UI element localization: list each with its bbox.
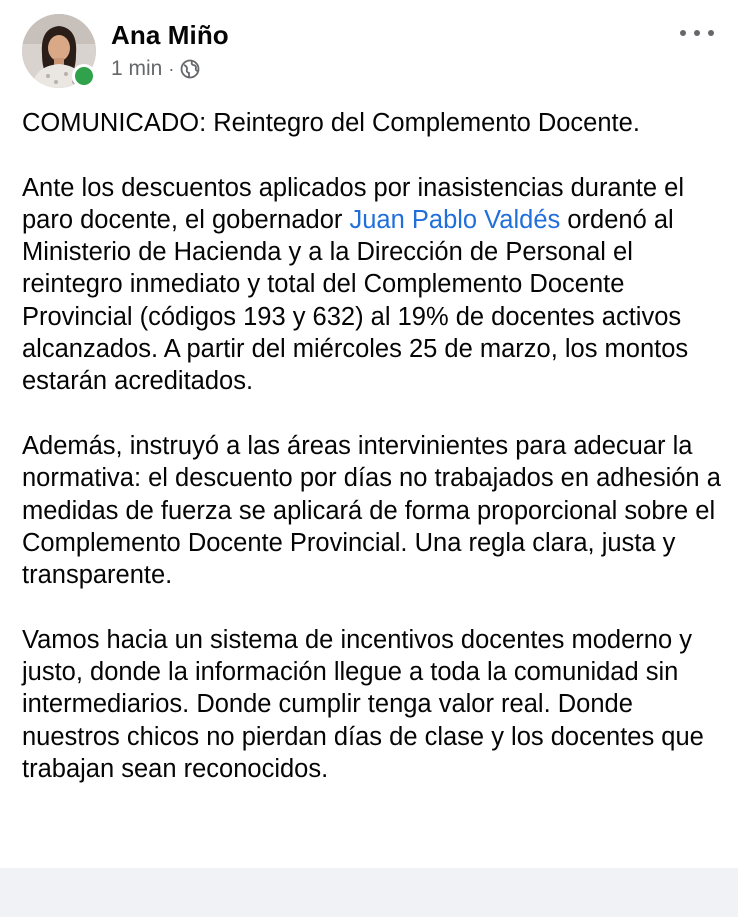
mention-link[interactable]: Juan Pablo Valdés: [349, 205, 561, 234]
page-background-strip: [0, 868, 738, 917]
meta-separator: ·: [168, 58, 175, 79]
author-avatar[interactable]: [22, 14, 96, 88]
paragraph-1-text-before: Ante los descuentos aplicados por inasistencias durante el paro docente, el gobernador: [22, 173, 684, 234]
post-body: [22, 107, 722, 818]
globe-icon[interactable]: [180, 59, 200, 79]
author-name[interactable]: Ana Miño: [111, 20, 229, 50]
post-paragraph-2: Además, instruyó a las áreas intervinientes para adecuar la normativa: el descuento por días no trabajados en adhesión a medidas de fuerza se aplicará de forma proporcional sobre el Complemento Docente Provincial. Una regla clara, justa y transparente.: [22, 431, 721, 590]
post-paragraph-1: [22, 172, 722, 398]
post-paragraph-3: Vamos hacia un sistema de incentivos docentes moderno y justo, donde la información llegue a toda la comunidad sin intermediarios. Donde cumplir tenga valor real. Donde nuestros chicos no pierdan días de clase y los docentes que trabajan sean reconocidos.: [22, 625, 704, 783]
more-dot: [694, 30, 700, 36]
post-headline: COMUNICADO: Reintegro del Complemento Docente.: [22, 109, 640, 137]
more-dot: [708, 30, 714, 36]
post-meta: [111, 57, 200, 81]
more-options-icon[interactable]: [680, 26, 714, 40]
paragraph-1-text-after: ordenó al Ministerio de Hacienda y a la Dirección de Personal el reintegro inmediato y total del Complemento Docente Provincial (códigos 193 y 632) al 19% de docentes activos alcanzados. A partir del miércoles 25 de marzo, los montos estarán acreditados.: [22, 205, 689, 396]
more-dot: [680, 30, 686, 36]
post-timestamp[interactable]: 1 min: [111, 57, 163, 80]
online-status-dot: [72, 64, 96, 88]
